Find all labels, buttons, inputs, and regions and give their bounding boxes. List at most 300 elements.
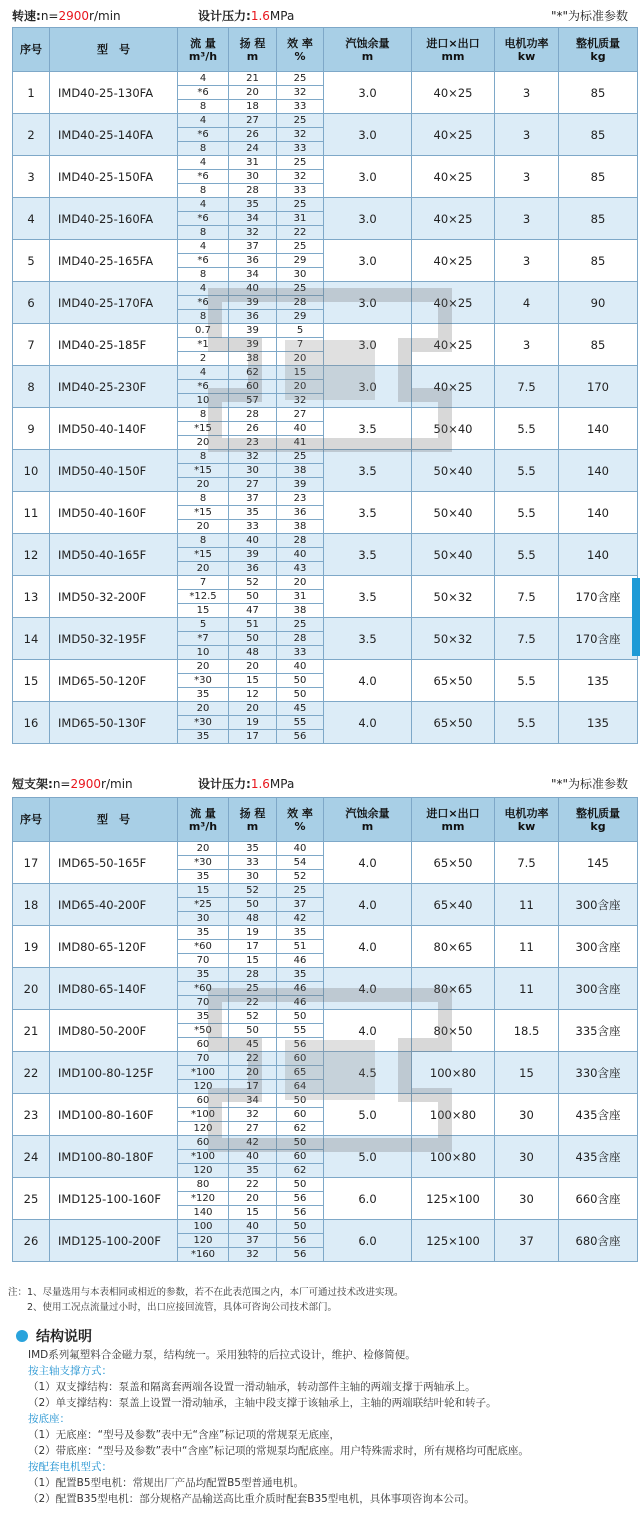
notes	[8, 1285, 633, 1315]
flow-value: 4	[178, 156, 229, 170]
flow-value: 120	[178, 1080, 229, 1094]
flow-value: *6	[178, 380, 229, 394]
head-value: 32	[229, 1248, 277, 1262]
inlet-outlet-value: 65×50	[412, 842, 495, 884]
head-value: 20	[229, 1192, 277, 1206]
weight-value: 300含座	[559, 884, 638, 926]
row-number: 24	[13, 1136, 50, 1178]
flow-value: 35	[178, 1010, 229, 1024]
head-value: 27	[229, 478, 277, 492]
motor-power-value: 3	[495, 324, 559, 366]
column-title: 序号	[20, 43, 42, 56]
column-title: 序号	[20, 813, 42, 826]
flow-value: *6	[178, 212, 229, 226]
efficiency-value: 38	[277, 604, 324, 618]
npsh-value: 6.0	[324, 1220, 412, 1262]
head-value: 37	[229, 492, 277, 506]
efficiency-value: 22	[277, 226, 324, 240]
motor-power-value: 11	[495, 968, 559, 1010]
inlet-outlet-value: 80×65	[412, 926, 495, 968]
inlet-outlet-value: 50×40	[412, 534, 495, 576]
column-title: 扬 程	[239, 806, 266, 820]
row-model: IMD40-25-150FA	[50, 156, 178, 198]
motor-power-value: 5.5	[495, 660, 559, 702]
column-unit: mm	[441, 819, 465, 833]
flow-value: *6	[178, 128, 229, 142]
row-number: 4	[13, 198, 50, 240]
flow-value: 2	[178, 352, 229, 366]
flow-value: *60	[178, 940, 229, 954]
weight-value: 680含座	[559, 1220, 638, 1262]
efficiency-value: 32	[277, 128, 324, 142]
table-row	[13, 450, 638, 464]
row-number: 3	[13, 156, 50, 198]
flow-value: 20	[178, 842, 229, 856]
standard-note: "*"为标准参数	[550, 9, 628, 23]
efficiency-value: 20	[277, 576, 324, 590]
row-model: IMD50-40-160F	[50, 492, 178, 534]
flow-value: 7	[178, 576, 229, 590]
head-value: 52	[229, 884, 277, 898]
flow-value: 60	[178, 1094, 229, 1108]
table-row	[13, 1094, 638, 1108]
npsh-value: 5.0	[324, 1094, 412, 1136]
head-value: 50	[229, 632, 277, 646]
motor-power-value: 18.5	[495, 1010, 559, 1052]
structure-line: 按配套电机型式：	[28, 1461, 112, 1473]
flow-value: *7	[178, 632, 229, 646]
head-value: 39	[229, 548, 277, 562]
speed-info: 转速:n=2900r/min	[12, 9, 121, 23]
row-model: IMD40-25-230F	[50, 366, 178, 408]
inlet-outlet-value: 40×25	[412, 366, 495, 408]
efficiency-value: 25	[277, 450, 324, 464]
flow-value: 35	[178, 730, 229, 744]
weight-value: 140	[559, 534, 638, 576]
flow-value: 8	[178, 184, 229, 198]
efficiency-value: 38	[277, 464, 324, 478]
table-row	[13, 114, 638, 128]
inlet-outlet-value: 100×80	[412, 1094, 495, 1136]
table-row	[13, 1178, 638, 1192]
efficiency-value: 50	[277, 1010, 324, 1024]
flow-value: 35	[178, 688, 229, 702]
head-value: 17	[229, 940, 277, 954]
head-value: 50	[229, 898, 277, 912]
column-header-no	[13, 798, 50, 842]
head-value: 26	[229, 128, 277, 142]
efficiency-value: 25	[277, 884, 324, 898]
structure-line: （2）带底座：“型号及参数”表中“含座”标记项的常规泵均配底座。用户特殊需求时，所有规格均可配底座。	[28, 1445, 529, 1457]
efficiency-value: 28	[277, 534, 324, 548]
flow-value: *6	[178, 86, 229, 100]
flow-value: *6	[178, 170, 229, 184]
flow-value: 8	[178, 142, 229, 156]
efficiency-value: 55	[277, 1024, 324, 1038]
flow-value: 4	[178, 366, 229, 380]
flow-value: 20	[178, 562, 229, 576]
head-value: 23	[229, 436, 277, 450]
npsh-value: 4.0	[324, 926, 412, 968]
pressure-info-2: 设计压力:1.6MPa	[198, 777, 295, 791]
column-unit: m	[246, 819, 259, 833]
table-header-row	[13, 28, 638, 72]
motor-power-value: 15	[495, 1052, 559, 1094]
flow-value: 5	[178, 618, 229, 632]
weight-value: 300含座	[559, 968, 638, 1010]
head-value: 40	[229, 534, 277, 548]
table-row	[13, 926, 638, 940]
row-number: 2	[13, 114, 50, 156]
head-value: 35	[229, 506, 277, 520]
flow-value: 120	[178, 1234, 229, 1248]
flow-value: *15	[178, 422, 229, 436]
column-title: 进口×出口	[426, 806, 480, 820]
head-value: 20	[229, 1066, 277, 1080]
head-value: 34	[229, 212, 277, 226]
speed-info-2: 短支架:n=2900r/min	[12, 777, 133, 791]
flow-value: 4	[178, 198, 229, 212]
head-value: 40	[229, 1220, 277, 1234]
efficiency-value: 46	[277, 954, 324, 968]
column-header-flow	[178, 798, 229, 842]
npsh-value: 4.0	[324, 660, 412, 702]
efficiency-value: 50	[277, 1136, 324, 1150]
column-header-weight	[559, 28, 638, 72]
efficiency-value: 52	[277, 870, 324, 884]
head-value: 50	[229, 1024, 277, 1038]
head-value: 20	[229, 86, 277, 100]
inlet-outlet-value: 50×40	[412, 408, 495, 450]
inlet-outlet-value: 65×50	[412, 702, 495, 744]
head-value: 22	[229, 996, 277, 1010]
efficiency-value: 5	[277, 324, 324, 338]
head-value: 48	[229, 646, 277, 660]
npsh-value: 4.0	[324, 884, 412, 926]
table-row	[13, 156, 638, 170]
inlet-outlet-value: 40×25	[412, 324, 495, 366]
efficiency-value: 27	[277, 408, 324, 422]
inlet-outlet-value: 50×40	[412, 450, 495, 492]
row-number: 18	[13, 884, 50, 926]
head-value: 18	[229, 100, 277, 114]
weight-value: 435含座	[559, 1094, 638, 1136]
motor-power-value: 5.5	[495, 702, 559, 744]
table-row	[13, 1220, 638, 1234]
head-value: 36	[229, 254, 277, 268]
structure-title: 结构说明	[16, 1326, 92, 1346]
efficiency-value: 56	[277, 730, 324, 744]
npsh-value: 3.0	[324, 198, 412, 240]
row-model: IMD80-65-120F	[50, 926, 178, 968]
column-unit: kw	[517, 819, 536, 833]
weight-value: 85	[559, 72, 638, 114]
motor-power-value: 3	[495, 240, 559, 282]
column-title: 进口×出口	[426, 36, 480, 50]
column-header-npsh	[324, 28, 412, 72]
weight-value: 660含座	[559, 1178, 638, 1220]
flow-value: 20	[178, 436, 229, 450]
head-value: 15	[229, 954, 277, 968]
flow-value: 4	[178, 114, 229, 128]
flow-value: 70	[178, 954, 229, 968]
head-value: 33	[229, 856, 277, 870]
head-value: 40	[229, 1150, 277, 1164]
motor-power-value: 3	[495, 72, 559, 114]
flow-value: 60	[178, 1038, 229, 1052]
column-title: 汽蚀余量	[345, 36, 390, 50]
column-header-head	[229, 798, 277, 842]
flow-value: 8	[178, 268, 229, 282]
head-value: 62	[229, 366, 277, 380]
column-header-eff	[277, 28, 324, 72]
row-number: 15	[13, 660, 50, 702]
column-title: 效 率	[287, 806, 313, 820]
head-value: 52	[229, 576, 277, 590]
column-header-model	[50, 28, 178, 72]
head-value: 60	[229, 380, 277, 394]
motor-power-value: 30	[495, 1178, 559, 1220]
row-model: IMD50-40-150F	[50, 450, 178, 492]
npsh-value: 5.0	[324, 1136, 412, 1178]
head-value: 17	[229, 1080, 277, 1094]
weight-value: 85	[559, 240, 638, 282]
head-value: 24	[229, 142, 277, 156]
weight-value: 435含座	[559, 1136, 638, 1178]
flow-value: 20	[178, 660, 229, 674]
motor-power-value: 5.5	[495, 492, 559, 534]
efficiency-value: 20	[277, 380, 324, 394]
head-value: 33	[229, 520, 277, 534]
row-number: 1	[13, 72, 50, 114]
flow-value: 80	[178, 1178, 229, 1192]
table-row	[13, 408, 638, 422]
efficiency-value: 7	[277, 338, 324, 352]
spec-table-1	[12, 27, 638, 744]
column-header-inout	[412, 798, 495, 842]
row-model: IMD50-40-140F	[50, 408, 178, 450]
column-title: 效 率	[287, 36, 313, 50]
head-value: 36	[229, 562, 277, 576]
row-number: 12	[13, 534, 50, 576]
head-value: 20	[229, 660, 277, 674]
head-value: 22	[229, 1178, 277, 1192]
flow-value: 8	[178, 492, 229, 506]
weight-value: 335含座	[559, 1010, 638, 1052]
head-value: 57	[229, 394, 277, 408]
head-value: 17	[229, 730, 277, 744]
weight-value: 85	[559, 156, 638, 198]
efficiency-value: 25	[277, 198, 324, 212]
row-number: 26	[13, 1220, 50, 1262]
head-value: 45	[229, 1038, 277, 1052]
inlet-outlet-value: 40×25	[412, 282, 495, 324]
head-value: 26	[229, 422, 277, 436]
npsh-value: 4.0	[324, 702, 412, 744]
flow-value: 100	[178, 1220, 229, 1234]
column-unit: m	[246, 49, 259, 63]
structure-line: （1）配置B5型电机：常规出厂产品均配置B5型普通电机。	[28, 1477, 304, 1489]
flow-value: 8	[178, 100, 229, 114]
efficiency-value: 50	[277, 674, 324, 688]
efficiency-value: 15	[277, 366, 324, 380]
flow-value: 15	[178, 884, 229, 898]
head-value: 28	[229, 408, 277, 422]
efficiency-value: 62	[277, 1122, 324, 1136]
table-row	[13, 240, 638, 254]
structure-line: IMD系列氟塑料合金磁力泵，结构统一。采用独特的后拉式设计，维护、检修简便。	[28, 1349, 416, 1361]
flow-value: *50	[178, 1024, 229, 1038]
head-value: 34	[229, 1094, 277, 1108]
efficiency-value: 55	[277, 716, 324, 730]
flow-value: *15	[178, 548, 229, 562]
npsh-value: 3.5	[324, 534, 412, 576]
efficiency-value: 56	[277, 1206, 324, 1220]
efficiency-value: 20	[277, 352, 324, 366]
head-value: 39	[229, 296, 277, 310]
efficiency-value: 50	[277, 1094, 324, 1108]
row-number: 9	[13, 408, 50, 450]
weight-value: 140	[559, 408, 638, 450]
flow-value: 30	[178, 912, 229, 926]
efficiency-value: 64	[277, 1080, 324, 1094]
flow-value: *15	[178, 464, 229, 478]
column-unit: %	[294, 49, 306, 63]
efficiency-value: 40	[277, 660, 324, 674]
weight-value: 85	[559, 324, 638, 366]
inlet-outlet-value: 80×50	[412, 1010, 495, 1052]
flow-value: 120	[178, 1122, 229, 1136]
row-model: IMD65-50-120F	[50, 660, 178, 702]
flow-value: 10	[178, 646, 229, 660]
inlet-outlet-value: 100×80	[412, 1052, 495, 1094]
efficiency-value: 56	[277, 1038, 324, 1052]
efficiency-value: 28	[277, 632, 324, 646]
flow-value: *6	[178, 296, 229, 310]
flow-value: *1	[178, 338, 229, 352]
table-row	[13, 1136, 638, 1150]
table-row	[13, 324, 638, 338]
efficiency-value: 25	[277, 240, 324, 254]
head-value: 31	[229, 156, 277, 170]
row-model: IMD50-40-165F	[50, 534, 178, 576]
row-model: IMD100-80-160F	[50, 1094, 178, 1136]
efficiency-value: 51	[277, 940, 324, 954]
table-header-row	[13, 798, 638, 842]
row-number: 25	[13, 1178, 50, 1220]
npsh-value: 3.5	[324, 618, 412, 660]
column-title: 整机质量	[576, 806, 620, 820]
efficiency-value: 30	[277, 268, 324, 282]
head-value: 38	[229, 352, 277, 366]
efficiency-value: 25	[277, 282, 324, 296]
efficiency-value: 33	[277, 142, 324, 156]
efficiency-value: 36	[277, 506, 324, 520]
flow-value: *120	[178, 1192, 229, 1206]
table-row	[13, 198, 638, 212]
npsh-value: 3.5	[324, 450, 412, 492]
flow-value: *25	[178, 898, 229, 912]
efficiency-value: 37	[277, 898, 324, 912]
efficiency-value: 38	[277, 520, 324, 534]
efficiency-value: 46	[277, 996, 324, 1010]
row-model: IMD40-25-160FA	[50, 198, 178, 240]
column-title: 型 号	[97, 813, 130, 826]
head-value: 42	[229, 1136, 277, 1150]
column-unit: kg	[590, 819, 606, 833]
efficiency-value: 56	[277, 1248, 324, 1262]
column-title: 型 号	[97, 43, 130, 56]
inlet-outlet-value: 50×32	[412, 576, 495, 618]
head-value: 50	[229, 590, 277, 604]
flow-value: *60	[178, 982, 229, 996]
efficiency-value: 29	[277, 310, 324, 324]
column-unit: m³/h	[188, 49, 218, 63]
table-row	[13, 660, 638, 674]
side-tab	[632, 578, 640, 656]
inlet-outlet-value: 40×25	[412, 114, 495, 156]
npsh-value: 4.0	[324, 968, 412, 1010]
table-row	[13, 72, 638, 86]
row-number: 14	[13, 618, 50, 660]
flow-value: *30	[178, 674, 229, 688]
flow-value: 20	[178, 478, 229, 492]
motor-power-value: 3	[495, 198, 559, 240]
head-value: 30	[229, 464, 277, 478]
row-model: IMD65-40-200F	[50, 884, 178, 926]
efficiency-value: 60	[277, 1150, 324, 1164]
head-value: 37	[229, 240, 277, 254]
column-title: 流 量	[190, 806, 216, 820]
weight-value: 300含座	[559, 926, 638, 968]
flow-value: 35	[178, 926, 229, 940]
column-title: 整机质量	[576, 36, 620, 50]
flow-value: 10	[178, 394, 229, 408]
weight-value: 140	[559, 492, 638, 534]
efficiency-value: 42	[277, 912, 324, 926]
flow-value: 0.7	[178, 324, 229, 338]
efficiency-value: 25	[277, 72, 324, 86]
column-unit: kw	[517, 49, 536, 63]
inlet-outlet-value: 100×80	[412, 1136, 495, 1178]
weight-value: 330含座	[559, 1052, 638, 1094]
efficiency-value: 60	[277, 1052, 324, 1066]
efficiency-value: 33	[277, 100, 324, 114]
inlet-outlet-value: 80×65	[412, 968, 495, 1010]
efficiency-value: 56	[277, 1192, 324, 1206]
flow-value: 4	[178, 72, 229, 86]
head-value: 27	[229, 114, 277, 128]
weight-value: 85	[559, 114, 638, 156]
head-value: 22	[229, 1052, 277, 1066]
flow-value: 8	[178, 534, 229, 548]
npsh-value: 4.0	[324, 842, 412, 884]
head-value: 30	[229, 170, 277, 184]
column-header-eff	[277, 798, 324, 842]
npsh-value: 3.5	[324, 576, 412, 618]
column-header-power	[495, 28, 559, 72]
head-value: 35	[229, 842, 277, 856]
inlet-outlet-value: 40×25	[412, 198, 495, 240]
weight-value: 170含座	[559, 618, 638, 660]
efficiency-value: 31	[277, 590, 324, 604]
efficiency-value: 50	[277, 688, 324, 702]
flow-value: 15	[178, 604, 229, 618]
inlet-outlet-value: 65×50	[412, 660, 495, 702]
column-header-power	[495, 798, 559, 842]
head-value: 51	[229, 618, 277, 632]
efficiency-value: 32	[277, 394, 324, 408]
